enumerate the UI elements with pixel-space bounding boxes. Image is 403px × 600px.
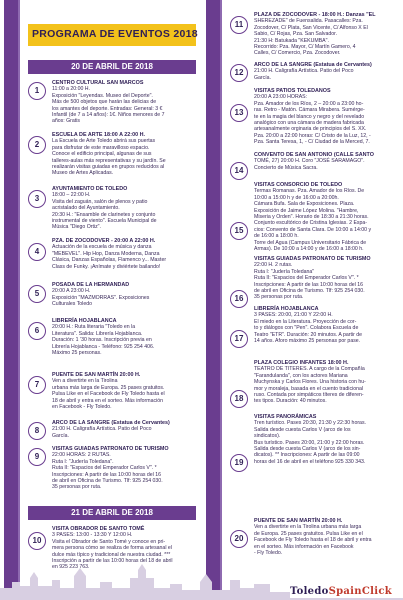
event-number-badge: 12 [230, 64, 248, 82]
event-detail-line: tes tipos. Duración: 40 minutos. [254, 398, 327, 405]
event-detail-line: años: Gratis [52, 118, 80, 125]
event-description [254, 12, 400, 57]
event-detail-line: en Facebook - Fly Toledo. [52, 404, 112, 411]
event-detail-line: dulce más típico y tradicional de nuestra ciudad. *** [52, 551, 171, 558]
event-detail-line: Muchynska y Carlos Flores. Una historia con hu- [254, 379, 366, 386]
event-detail-line: en el sorteo. Más información en Facebook [254, 543, 354, 550]
event-detail-line: artesanalmente orginaria de principios del S. XX. [254, 126, 367, 133]
event-detail-line: 20:00 A 23:00 H. [52, 288, 91, 295]
event-title: LIBRERÍA HOJABLANCA [254, 306, 319, 312]
event-number-badge: 8 [28, 422, 46, 440]
event-number-badge: 10 [28, 532, 46, 550]
event-detail-line: - Fly Toledo. [254, 550, 283, 557]
event-detail-line: Ven a divertirte en la Tirolina [52, 378, 118, 385]
center-decorative-bar [206, 0, 220, 600]
event-detail-line: Salida desde cuesta Carlos V (arco de los [254, 426, 351, 433]
event-detail-line: Zocodover, C/ Plata, San Vicente, C/ Alfonso X El [254, 24, 368, 31]
event-detail-line: 35 personas por ruta. [52, 484, 102, 491]
event-detail-line: de Europa. 25 pases gratuitos. Pulsa Like en el [254, 530, 363, 537]
event-description [52, 420, 196, 439]
event-detail-line: Ruta I: "Judería Toledana". [52, 458, 114, 465]
event-detail-line: "Farandulanda", con los actores Mariana [254, 372, 348, 379]
event-detail-line: Facebook de Fly Toledo hasta el 18 de abril y entra [254, 537, 372, 544]
event-detail-line: Conjunto escultórico de Cristina Iglesias. 2 Espa- [254, 220, 368, 227]
event-detail-line: Museo de Artes Aplicadas. [52, 170, 114, 177]
event-description [52, 186, 196, 231]
event-title: POSADA DE LA HERMANDAD [52, 282, 130, 288]
event-number-badge: 6 [28, 322, 46, 340]
event-detail-line: 11:00 a 20:00 H. [52, 86, 90, 93]
event-description [254, 360, 400, 405]
event-description [254, 518, 400, 556]
event-detail-line: Recorrido: Pza. Mayor, C/ Martín Gamero, 4 [254, 44, 356, 51]
event-detail-line: para disfrutar de este maravilloso espacio. [52, 144, 150, 151]
event-detail-line: García. [52, 432, 70, 439]
event-description [254, 152, 400, 171]
event-detail-line: 35 personas por ruta. [254, 294, 304, 301]
event-detail-line: 20:00 H.: Ruta literaria "Toledo en la [52, 324, 136, 331]
event-detail-line: Miseria y Orden". Horario de 18:30 a 21:30 horas. [254, 214, 369, 221]
event-number-badge: 14 [230, 162, 248, 180]
event-description [254, 182, 400, 252]
event-detail-line: SHEREZADE" de Fuensalida. Pasacalles: Pza. [254, 18, 363, 25]
event-detail-line: Ruta II: "Espacios del Emperador Carlos V". * [254, 275, 359, 282]
event-detail-line: 22:00 HORAS: 2 RUTAS. [52, 452, 111, 459]
event-number-badge: 3 [28, 190, 46, 208]
event-title: CENTRO CULTURAL SAN MARCOS [52, 80, 144, 86]
event-description [52, 318, 196, 356]
event-detail-line: Máximo 25 personas. [52, 350, 102, 357]
event-detail-line: Visita el Obrador de Santo Tomé y conoce en pri- [52, 538, 166, 545]
event-detail-line: Calles, C/ Comercio, Pza. Zocodover. [254, 50, 341, 57]
event-detail-line: Tren turístico. Pases 20:30, 21:30 y 22:30 horas. [254, 420, 366, 427]
event-title: PLAZA DE ZOCODOVER - 18:00 H.: Danzas "EL [254, 12, 376, 18]
event-title: PZA. DE ZOCODOVER - 20:00 A 22:00 H. [52, 238, 156, 244]
event-title: VISITAS PANORÁMICAS [254, 414, 317, 420]
event-description [254, 88, 400, 146]
event-detail-line: 3 PASES: 13:00 - 13:30 Y 12:00 H. [52, 532, 133, 539]
event-detail-line: realizarán visitas guiadas en grupos reducidos al [52, 164, 165, 171]
event-title: VISITAS PATIOS TOLEDANOS [254, 88, 331, 94]
event-number-badge: 18 [230, 390, 248, 408]
event-number-badge: 13 [230, 104, 248, 122]
event-title: CONVENTO DE SAN ANTONIO (CALLE SANTO [254, 152, 374, 158]
event-detail-line: 10:00 a 15:00 h y de 16:00 a 20:00h. [254, 194, 339, 201]
event-description [52, 80, 196, 125]
event-detail-line: Infantil (de 7 a 14 años): 1€. Niños menores de 7 [52, 112, 165, 119]
event-description [52, 372, 196, 410]
event-detail-line: Bus turístico. Pases 20:00, 21:00 y 22:00 horas. [254, 439, 365, 446]
event-title: PUENTE DE SAN MARTÍN 20:00 H. [254, 518, 343, 524]
event-detail-line: de abril en Oficina de Turismo. Tlf: 925 254 030. [254, 288, 365, 295]
event-detail-line: 21:00 H. Caligrafía Artística. Patio del Poco [52, 426, 152, 433]
event-number-badge: 17 [230, 330, 248, 348]
event-detail-line: Literatura". Salida: Librería Hojablanca. [52, 330, 143, 337]
left-decorative-bar [4, 0, 18, 600]
event-detail-line: La Escuela de Arte Toledo abrirá sus puertas [52, 138, 156, 145]
event-detail-line: 20:00 A 23:00 HORAS: [254, 94, 308, 101]
event-detail-line: de abril en Oficina de Turismo. Tlf: 925 254 030. [52, 478, 163, 485]
event-detail-line: 18:00 – 22:00 H. [52, 192, 91, 199]
left-decorative-line [18, 0, 20, 600]
event-detail-line: talleres-aulas más representativas y su jardín. Se [52, 157, 166, 164]
event-title: VISITA OBRADOR DE SANTO TOMÉ [52, 526, 145, 532]
event-description [254, 256, 400, 301]
event-number-badge: 5 [28, 285, 46, 303]
event-detail-line: en 925 223 763. [52, 564, 90, 571]
event-detail-line: ras. Retro - Matón. Cámara Mirabera. Sumérge- [254, 107, 365, 114]
event-detail-line: 21:30 H: Batukada "KEKUMBA". [254, 37, 329, 44]
event-description [254, 62, 400, 81]
event-title: ARCO DE LA SANGRE (Estatua de Cervantes) [254, 62, 372, 68]
event-detail-line: Más de 500 objetos que harán las delicias de [52, 99, 157, 106]
event-description [52, 238, 196, 270]
event-description [52, 526, 196, 571]
event-title: ESCUELA DE ARTE 18:00 A 22:00 H. [52, 132, 145, 138]
event-detail-line: Música "Diego Ortiz". [52, 224, 101, 231]
event-detail-line: Armas). De 10:00 a 14:00 y de 16:00 a 18:00 h. [254, 246, 364, 253]
event-detail-line: Sabio, C/ Rojas, Pza. San Salvador. [254, 31, 338, 38]
event-number-badge: 16 [230, 290, 248, 308]
event-title: ARCO DE LA SANGRE (Estatua de Cervantes) [52, 420, 170, 426]
event-detail-line: sindicatos). [254, 433, 281, 440]
event-title: VISITAS GUIADAS PATRONATO DE TURISMO [52, 446, 169, 452]
event-detail-line: Librería Hojablanca - Teléfono: 925 254 406. [52, 343, 155, 350]
event-detail-line: Pza. 20:00 a 22:00 horas: C/ Cristo de la Luz, 12, - [254, 132, 371, 139]
event-title: VISITAS GUIADAS PATRONATO DE TURISMO [254, 256, 371, 262]
date-banner-second: 21 DE ABRIL DE 2018 [28, 506, 196, 520]
event-detail-line: Concierto de Música Sacra. [254, 164, 318, 171]
event-number-badge: 11 [230, 16, 248, 34]
date-banner-first: 20 DE ABRIL DE 2018 [28, 60, 196, 74]
event-description [254, 414, 400, 465]
event-detail-line: 21:00 H. Caligrafía Artística. Patio del Poco [254, 68, 354, 75]
event-number-badge: 19 [230, 454, 248, 472]
event-detail-line: instrumental de viento". Escuela Municipal de [52, 218, 157, 225]
event-detail-line: Exposición de Jaime López Molina. "Hambre, [254, 207, 359, 214]
event-detail-line: mera persona cómo se realiza de forma artesanal el [52, 545, 172, 552]
event-detail-line: Ruta II: "Espacios del Emperador Carlos V". * [52, 465, 157, 472]
event-detail-line: TOMÉ, 27) 20:00 H. Coro "JOSÉ SARAMAGO". [254, 158, 365, 165]
event-detail-line: de 16:00 a 18:00 h. [254, 233, 299, 240]
brand-logo [290, 586, 392, 597]
event-detail-line: los amantes del deporte. Entradas: General: 3 € [52, 105, 163, 112]
event-detail-line: Pza. Amador de los Ríos, 2 – 20:00 a 23:00 ho- [254, 100, 364, 107]
event-title: VISITAS CONSORCIO DE TOLEDO [254, 182, 343, 188]
event-detail-line: Ruta I: "Judería Toledana" [254, 268, 315, 275]
event-detail-line: 20:30 H.: "Ensamble de clarinetes y conjunto [52, 211, 156, 218]
event-detail-line: ruso. Contada por simpáticos títeres de diferen- [254, 392, 364, 399]
event-detail-line: Conoce el edificio principal, algunas de sus [52, 151, 152, 158]
event-detail-line: acristalado del Ayuntamiento. [52, 205, 120, 212]
logo-part-toledo: Toledo [290, 586, 329, 597]
event-title: PLAZA COLEGIO INFANTES 18:00 H. [254, 360, 349, 366]
event-detail-line: horas del 16 de abril en el teléfono 925 330 343. [254, 458, 366, 465]
event-detail-line: El miedo en la Literatura. Proyección de cor- [254, 318, 357, 325]
event-detail-line: Pza. Santa Teresa, 1, - C/ Ciudad de la Merced, 7. [254, 139, 370, 146]
event-detail-line: Torre del Agua (Campus Universitario Fábrica de [254, 239, 367, 246]
event-description [52, 446, 196, 491]
event-number-badge: 15 [230, 222, 248, 240]
event-detail-line: mor y moraleja, basada en el cuento tradicional [254, 385, 363, 392]
center-decorative-line [220, 0, 222, 600]
event-detail-line: Inscripción a partir de las 10:00 horas del 18 de abril [52, 558, 173, 565]
event-number-badge: 4 [28, 243, 46, 261]
event-detail-line: Exposición "MAZMORRAS". Exposiciones [52, 294, 150, 301]
event-detail-line: to y diálogos con "Pen". Colabora Escuela de [254, 325, 359, 332]
event-detail-line: dicatos). ** Inscripciones: A partir de las 09:00 [254, 452, 360, 459]
event-detail-line: te en la magia del blanco y negro y del revelado [254, 113, 365, 120]
event-detail-line: Culturales Toledo [52, 301, 92, 308]
event-number-badge: 2 [28, 136, 46, 154]
event-title: LIBRERÍA HOJABLANCA [52, 318, 117, 324]
event-detail-line: 22:00 H. 2 rutas. [254, 262, 293, 269]
event-detail-line: Class de Funky. ¡Anímate y diviértete bailando! [52, 263, 161, 270]
event-number-badge: 20 [230, 530, 248, 548]
event-number-badge: 7 [28, 376, 46, 394]
event-number-badge: 9 [28, 448, 46, 466]
page-title: PROGRAMA DE EVENTOS 2018 [32, 28, 198, 40]
event-detail-line: Exposición "Leyendas. Museo del Deporte". [52, 92, 153, 99]
event-detail-line: 14 años. Aforo máximo 25 personas por pase. [254, 338, 361, 345]
event-detail-line: 18 de abril y entra en el sorteo. Más información [52, 397, 164, 404]
event-detail-line: Pulsa Like en el Facebook de Fly Toledo hasta el [52, 391, 165, 398]
logo-part-spainclick: SpainClick [328, 586, 392, 597]
event-description [52, 132, 196, 177]
event-detail-line: "MEBEVEL". Hip Hop, Danza Moderna, Danza [52, 250, 160, 257]
event-description [254, 306, 400, 344]
event-number-badge: 1 [28, 82, 46, 100]
event-detail-line: Actuación de la escuela de música y danza [52, 244, 152, 251]
event-title: AYUNTAMIENTO DE TOLEDO [52, 186, 128, 192]
event-detail-line: TEATRO DE TITERES. A cargo de la Compañía [254, 366, 365, 373]
event-detail-line: cios: Convento de Santa Clara. De 10:00 a 14:00 y [254, 226, 372, 233]
event-detail-line: García. [254, 74, 272, 81]
event-detail-line: Teatro "ETR". Duración: 20 minutos. A partir de [254, 331, 363, 338]
event-detail-line: 3 PASES: 20:00, 21:00 Y 22:00 H. [254, 312, 333, 319]
event-description [52, 282, 196, 308]
event-detail-line: Visita del zaguán, salón de plenos y patio [52, 198, 148, 205]
event-title: PUENTE DE SAN MARTÍN 20:00 H. [52, 372, 141, 378]
event-detail-line: Termas Romanas. Pza. Amador de los Ríos. De [254, 188, 365, 195]
event-detail-line: Clásica, Danzas Españolas, Flamenco y... Master [52, 257, 167, 264]
event-detail-line: Inscripciones: A partir de las 10:00 horas del 16 [52, 471, 162, 478]
event-detail-line: analógico con una cámara de madera fabricada [254, 120, 364, 127]
event-detail-line: Ven a divertirte en la Tirolina urbana más larga [254, 524, 362, 531]
event-detail-line: Cámara Bufa. Sala de Exposiciones. Plaza. [254, 201, 355, 208]
event-detail-line: urbana más larga de Europa. 25 pases gratuitos. [52, 384, 165, 391]
event-detail-line: Duración: 1 ’30 horas. Inscripción previa en [52, 337, 152, 344]
event-detail-line: Salida desde cuesta Carlos V (arco de los sin- [254, 446, 361, 453]
event-detail-line: Inscripciones: A partir de las 10:00 horas del 16 [254, 281, 364, 288]
